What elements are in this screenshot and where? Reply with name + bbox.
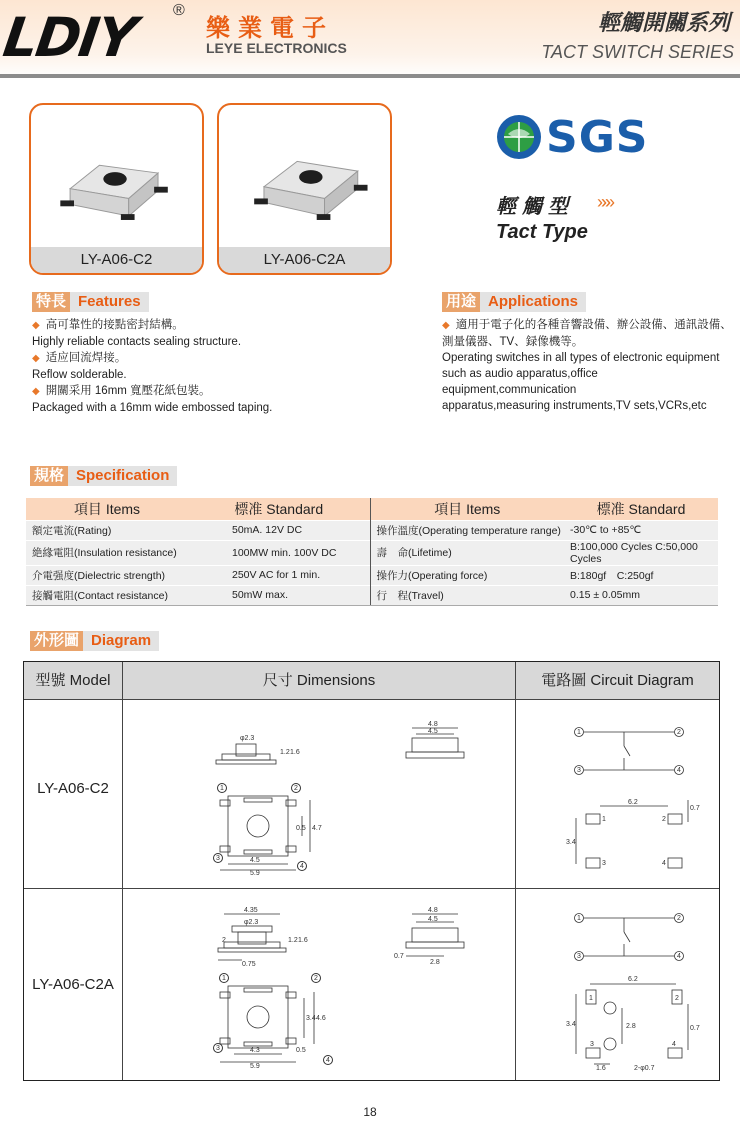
- dim-label: 1.2: [280, 749, 290, 756]
- pin-label: 1: [220, 785, 224, 792]
- pin-label: 4: [677, 767, 681, 774]
- dim-label: 2.8: [430, 959, 440, 966]
- row-divider: [24, 888, 719, 889]
- row-divider: [24, 699, 719, 700]
- dim-label: 1.6: [298, 937, 308, 944]
- dim-label: 4.6: [316, 1015, 326, 1022]
- pin-label: 2: [294, 785, 298, 792]
- diagram-table: [23, 661, 720, 1081]
- pin-label: 2: [314, 975, 318, 982]
- col-circuit-header: 電路圖 Circuit Diagram: [516, 662, 719, 699]
- table-row: 額定電流(Rating) 50mA. 12V DC 操作溫度(Operating temperature range) -30℃ to +85℃: [26, 520, 718, 540]
- pin-label: 1: [602, 816, 606, 823]
- col-model-header: 型號 Model: [24, 662, 122, 699]
- dim-label: 2: [222, 937, 226, 944]
- pin-label: 1: [589, 995, 593, 1002]
- pin-label: 3: [577, 953, 581, 960]
- c2-circuit-diagram: [564, 722, 714, 872]
- model-label: LY-A06-C2A: [32, 976, 114, 993]
- pin-label: 1: [222, 975, 226, 982]
- specification-heading: 規格 Specification: [30, 466, 177, 486]
- c2a-circuit-diagram: [564, 908, 714, 1073]
- bullet-icon: ◆: [32, 353, 40, 364]
- dim-label: 2.8: [626, 1023, 636, 1030]
- column-divider: [515, 662, 516, 1080]
- type-title-cn: 輕觸型: [496, 196, 574, 218]
- pin-label: 4: [677, 953, 681, 960]
- spec-header-row: 項目 Items 標准 Standard 項目 Items 標准 Standard: [26, 498, 718, 520]
- header-divider: [0, 74, 740, 78]
- product-card-c2: [29, 103, 204, 275]
- column-divider: [122, 662, 123, 1080]
- c2a-dimension-drawing: [184, 902, 484, 1072]
- dim-label: 4.7: [312, 825, 322, 832]
- dim-label: 4.8: [428, 907, 438, 914]
- specification-table: [26, 498, 718, 606]
- applications-heading: 用途 Applications: [442, 292, 586, 312]
- dim-label: 0.5: [296, 1047, 306, 1054]
- c2-dimension-drawing: [184, 716, 484, 876]
- type-title-en: Tact Type: [496, 221, 588, 243]
- bullet-icon: ◆: [442, 320, 450, 331]
- registered-mark: ®: [173, 2, 185, 19]
- table-row: 絶緣電阻(Insulation resistance) 100MW min. 100V DC 壽 命(Lifetime) B:100,000 Cycles C:50,000 Cycles: [26, 540, 718, 565]
- pin-label: 1: [577, 915, 581, 922]
- company-logo: LDIY: [0, 6, 139, 69]
- pin-label: 3: [577, 767, 581, 774]
- dim-label: 3.4: [566, 839, 576, 846]
- dim-label: 0.7: [690, 1025, 700, 1032]
- dim-label: 3.4: [306, 1015, 316, 1022]
- pin-label: 2: [677, 729, 681, 736]
- features-heading: 特長 Features: [32, 292, 149, 312]
- col-dimensions-header: 尺寸 Dimensions: [123, 662, 515, 699]
- series-title-en: TACT SWITCH SERIES: [541, 42, 734, 62]
- sgs-logo: SGS: [546, 112, 649, 163]
- bullet-icon: ◆: [32, 320, 40, 331]
- pin-label: 2: [677, 915, 681, 922]
- applications-text: ◆ 適用于電子化的各種音響設備、辦公設備、通訊設備、 測量儀器、TV、録像機等。 Operating switches in all types of electronic equipment such as audio apparatus,office equipment,communication apparatus,measuring instruments,TV sets,VCRs,etc: [442, 319, 732, 412]
- pin-label: 1: [577, 729, 581, 736]
- pin-label: 3: [216, 1045, 220, 1052]
- dim-label: 0.75: [242, 961, 256, 968]
- dim-label: 6.2: [628, 976, 638, 983]
- pin-label: 2: [662, 816, 666, 823]
- brand-name-cn: 樂業電子: [206, 15, 334, 42]
- dim-label: 4.5: [428, 916, 438, 923]
- features-list: ◆ 高可靠性的接點密封結構。 Highly reliable contacts sealing structure. ◆ 适应回流焊接。 Reflow solderable. ◆ 開關采用 16mm 寬壓花紙包裝。 Packaged with a 16mm wide embossed taping.: [32, 319, 273, 414]
- pin-label: 4: [326, 1057, 330, 1064]
- table-row: 接觸電阻(Contact resistance) 50mW max. 行 程(Travel) 0.15 ± 0.05mm: [26, 585, 718, 605]
- dim-label: 5.9: [250, 1063, 260, 1070]
- type-arrows-icon: »»»: [597, 192, 610, 212]
- dim-label: 4.35: [244, 907, 258, 914]
- pin-label: 4: [672, 1041, 676, 1048]
- dim-label: φ2.3: [244, 919, 259, 926]
- table-row: 介電强度(Dielectric strength) 250V AC for 1 min. 操作力(Operating force) B:180gf C:250gf: [26, 565, 718, 585]
- dim-label: 1.6: [290, 749, 300, 756]
- pin-label: 4: [662, 860, 666, 867]
- dim-label: 1.2: [288, 937, 298, 944]
- dim-label: 4.5: [250, 857, 260, 864]
- product-label: LY-A06-C2: [31, 247, 202, 273]
- switch-photo-c2a: [219, 105, 390, 247]
- pin-label: 3: [216, 855, 220, 862]
- dim-label: 3.4: [566, 1021, 576, 1028]
- dim-label: 4.5: [428, 728, 438, 735]
- product-label: LY-A06-C2A: [219, 247, 390, 273]
- dim-label: 0.7: [394, 953, 404, 960]
- pin-label: 3: [602, 860, 606, 867]
- dim-label: 2-φ0.7: [634, 1065, 655, 1072]
- dim-label: 0.5: [296, 825, 306, 832]
- switch-photo-c2: [31, 105, 202, 247]
- diagram-heading: 外形圖 Diagram: [30, 631, 159, 651]
- sgs-globe-icon: [494, 112, 544, 162]
- dim-label: φ2.3: [240, 735, 255, 742]
- dim-label: 0.7: [690, 805, 700, 812]
- product-card-c2a: [217, 103, 392, 275]
- page-number: 18: [363, 1105, 377, 1119]
- brand-name-en: LEYE ELECTRONICS: [206, 40, 347, 56]
- series-title-cn: 輕觸開關系列: [597, 10, 730, 35]
- dim-label: 1.6: [596, 1065, 606, 1072]
- pin-label: 3: [590, 1041, 594, 1048]
- pin-label: 4: [300, 863, 304, 870]
- dim-label: 4.8: [428, 721, 438, 728]
- dim-label: 4.3: [250, 1047, 260, 1054]
- model-label: LY-A06-C2: [37, 780, 109, 797]
- pin-label: 2: [675, 995, 679, 1002]
- dim-label: 6.2: [628, 799, 638, 806]
- bullet-icon: ◆: [32, 386, 40, 397]
- dim-label: 5.9: [250, 870, 260, 876]
